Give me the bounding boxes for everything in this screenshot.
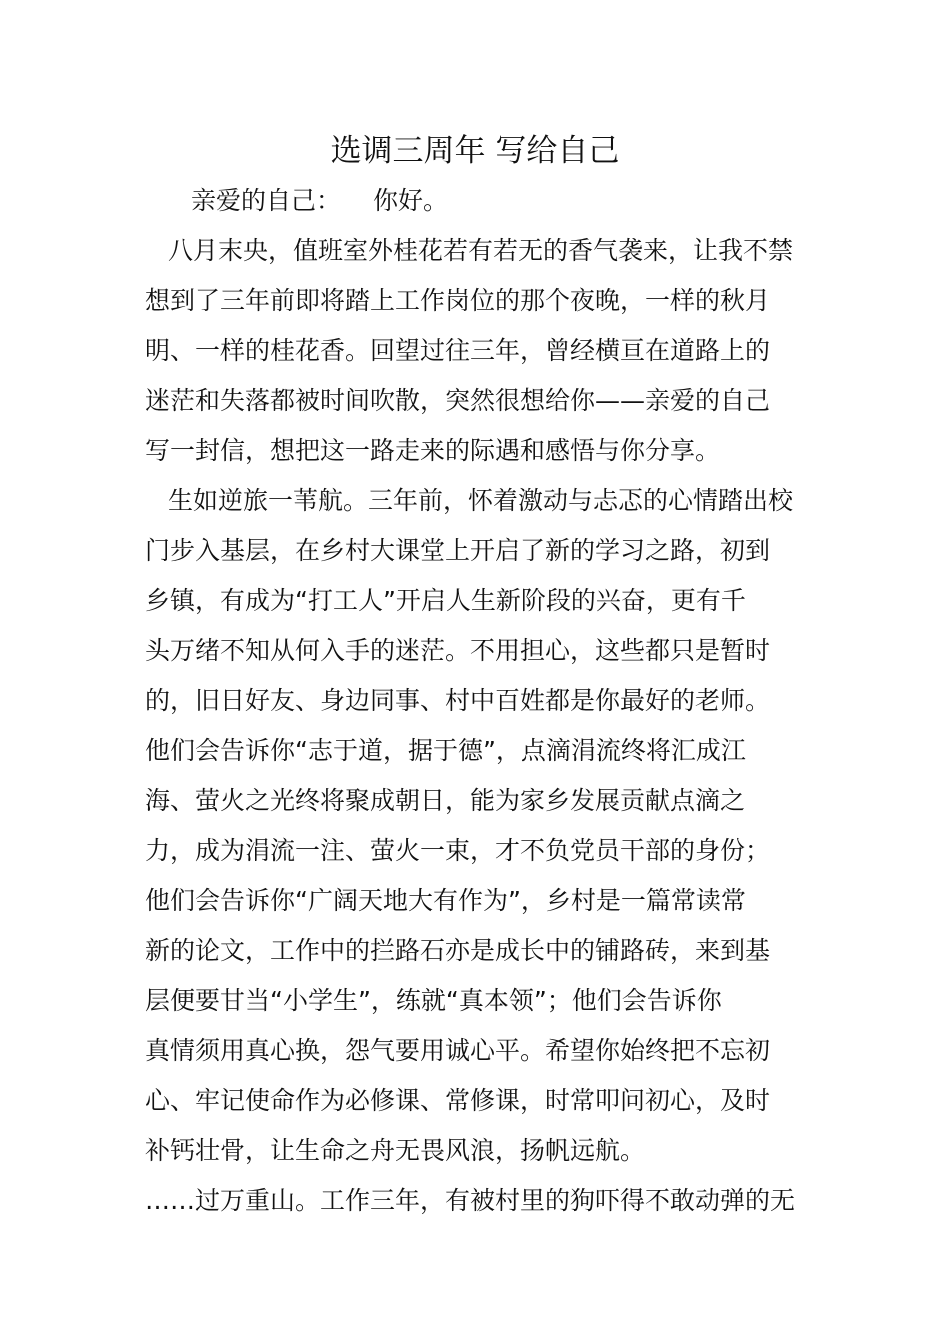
greeting-hello: 你好。 bbox=[373, 186, 449, 215]
letter-body bbox=[145, 180, 817, 1230]
paragraph-2-line-12: 真情须用真心换，怨气要用诚心平。希望你始终把不忘初 bbox=[145, 1036, 771, 1065]
paragraph-2-line-3: 乡镇，有成为“打工人”开启人生新阶段的兴奋，更有千 bbox=[145, 586, 746, 615]
greeting-salutation: 亲爱的自己： bbox=[191, 186, 342, 215]
page-title: 选调三周年 写给自己 bbox=[330, 133, 620, 169]
paragraph-1-line-2: 想到了三年前即将踏上工作岗位的那个夜晚，一样的秋月 bbox=[145, 286, 771, 315]
paragraph-3-line-1: ……过万重山。工作三年，有被村里的狗吓得不敢动弹的无 bbox=[145, 1186, 796, 1215]
paragraph-2-line-4: 头万绪不知从何入手的迷茫。不用担心，这些都只是暂时 bbox=[145, 636, 771, 665]
greeting-line bbox=[145, 180, 817, 230]
paragraph-2-line-11: 层便要甘当“小学生”，练就“真本领”；他们会告诉你 bbox=[145, 986, 722, 1015]
paragraph-2-line-7: 海、萤火之光终将聚成朝日，能为家乡发展贡献点滴之 bbox=[145, 786, 746, 815]
paragraph-2-line-2: 门步入基层，在乡村大课堂上开启了新的学习之路，初到 bbox=[145, 536, 771, 565]
paragraph-1-line-3: 明、一样的桂花香。回望过往三年，曾经横亘在道路上的 bbox=[145, 336, 771, 365]
paragraph-2-line-13: 心、牢记使命作为必修课、常修课，时常叩问初心，及时 bbox=[145, 1086, 771, 1115]
paragraph-1-line-5: 写一封信，想把这一路走来的际遇和感悟与你分享。 bbox=[145, 436, 721, 465]
paragraph-2-line-6: 他们会告诉你“志于道，据于德”，点滴涓流终将汇成江 bbox=[145, 736, 746, 765]
paragraph-2-line-5: 的，旧日好友、身边同事、村中百姓都是你最好的老师。 bbox=[145, 686, 771, 715]
paragraph-2-line-8: 力，成为涓流一注、萤火一束，才不负党员干部的身份； bbox=[145, 836, 771, 865]
paragraph-1-line-4: 迷茫和失落都被时间吹散，突然很想给你——亲爱的自己 bbox=[145, 386, 771, 415]
paragraph-2-line-9: 他们会告诉你“广阔天地大有作为”，乡村是一篇常读常 bbox=[145, 886, 746, 915]
paragraph-2-line-1: 生如逆旅一苇航。三年前，怀着激动与忐忑的心情踏出校 bbox=[168, 486, 794, 515]
paragraph-1-line-1: 八月末央，值班室外桂花若有若无的香气袭来，让我不禁 bbox=[168, 236, 794, 265]
paragraph-2-line-10: 新的论文，工作中的拦路石亦是成长中的铺路砖，来到基 bbox=[145, 936, 771, 965]
paragraph-2-line-14: 补钙壮骨，让生命之舟无畏风浪，扬帆远航。 bbox=[145, 1136, 646, 1165]
